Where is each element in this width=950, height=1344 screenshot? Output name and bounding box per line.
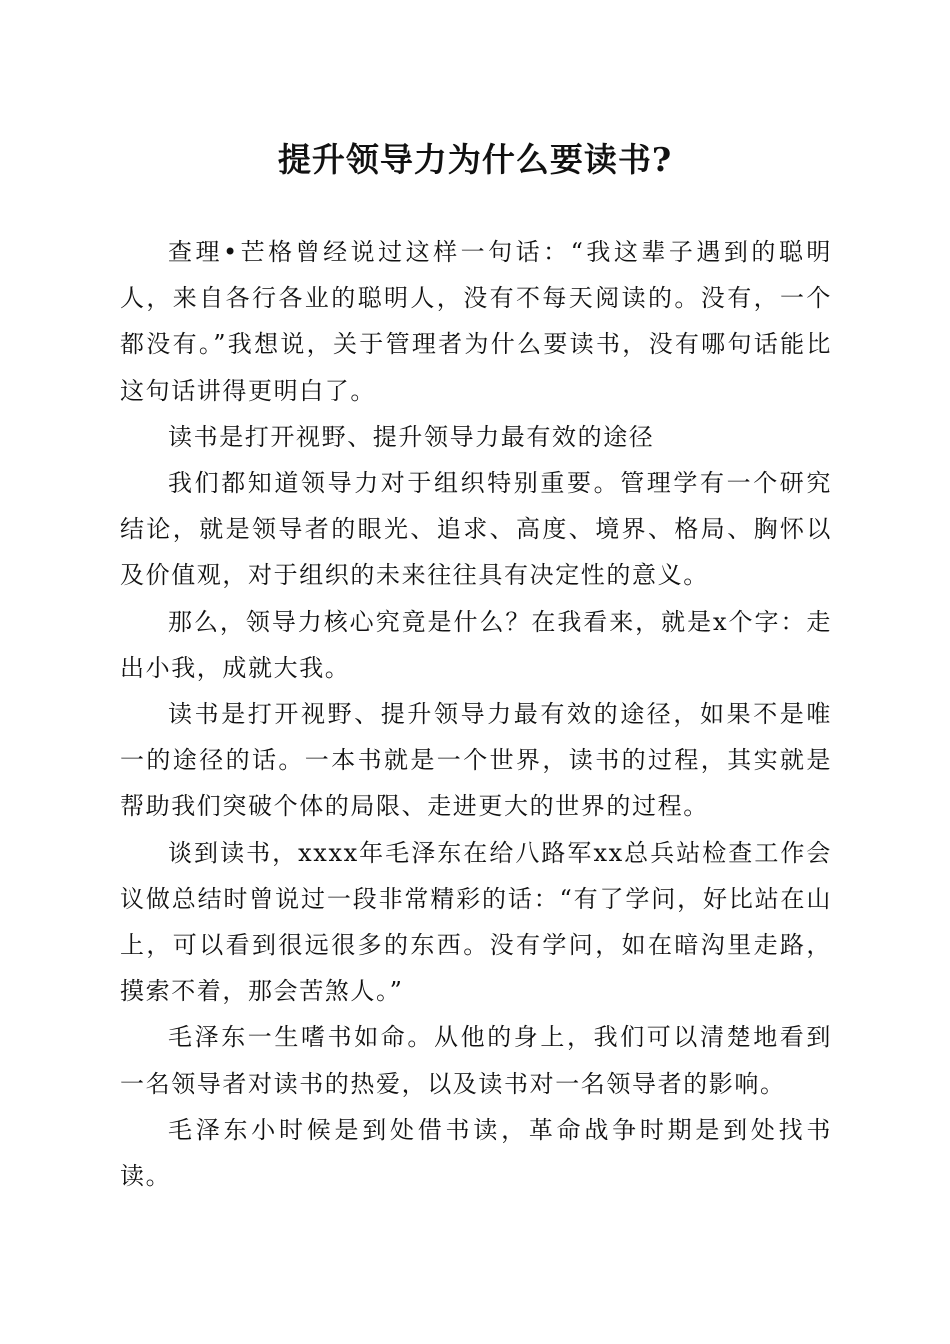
paragraph-2: 我们都知道领导力对于组织特别重要。管理学有一个研究结论，就是领导者的眼光、追求、高度、境界、格局、胸怀以及价值观，对于组织的未来往往具有决定性的意义。	[120, 469, 832, 590]
section-heading: 读书是打开视野、提升领导力最有效的途径	[168, 422, 655, 451]
paragraph-5: 谈到读书，xxxx年毛泽东在给八路军xx总兵站检查工作会议做总结时曾说过一段非常精彩的话：“有了学问，好比站在山上，可以看到很远很多的东西。没有学问，如在暗沟里走路，摸索不着，那会苦煞人。”	[120, 838, 832, 1006]
paragraph-1: 查理•芒格曾经说过这样一句话：“我这辈子遇到的聪明人，来自各行各业的聪明人，没有不每天阅读的。没有，一个都没有。”我想说，关于管理者为什么要读书，没有哪句话能比这句话讲得更明白了。	[120, 238, 832, 405]
paragraph-6: 毛泽东一生嗜书如命。从他的身上，我们可以清楚地看到一名领导者对读书的热爱，以及读书对一名领导者的影响。	[120, 1023, 832, 1098]
document-title: 提升领导力为什么要读书?	[277, 140, 673, 179]
paragraph-7: 毛泽东小时候是到处借书读，革命战争时期是到处找书读。	[120, 1115, 832, 1191]
paragraph-3: 那么，领导力核心究竟是什么？在我看来，就是x个字：走出小我，成就大我。	[120, 607, 832, 682]
document-body	[120, 229, 832, 1199]
paragraph-4: 读书是打开视野、提升领导力最有效的途径，如果不是唯一的途径的话。一本书就是一个世界，读书的过程，其实就是帮助我们突破个体的局限、走进更大的世界的过程。	[120, 700, 832, 821]
